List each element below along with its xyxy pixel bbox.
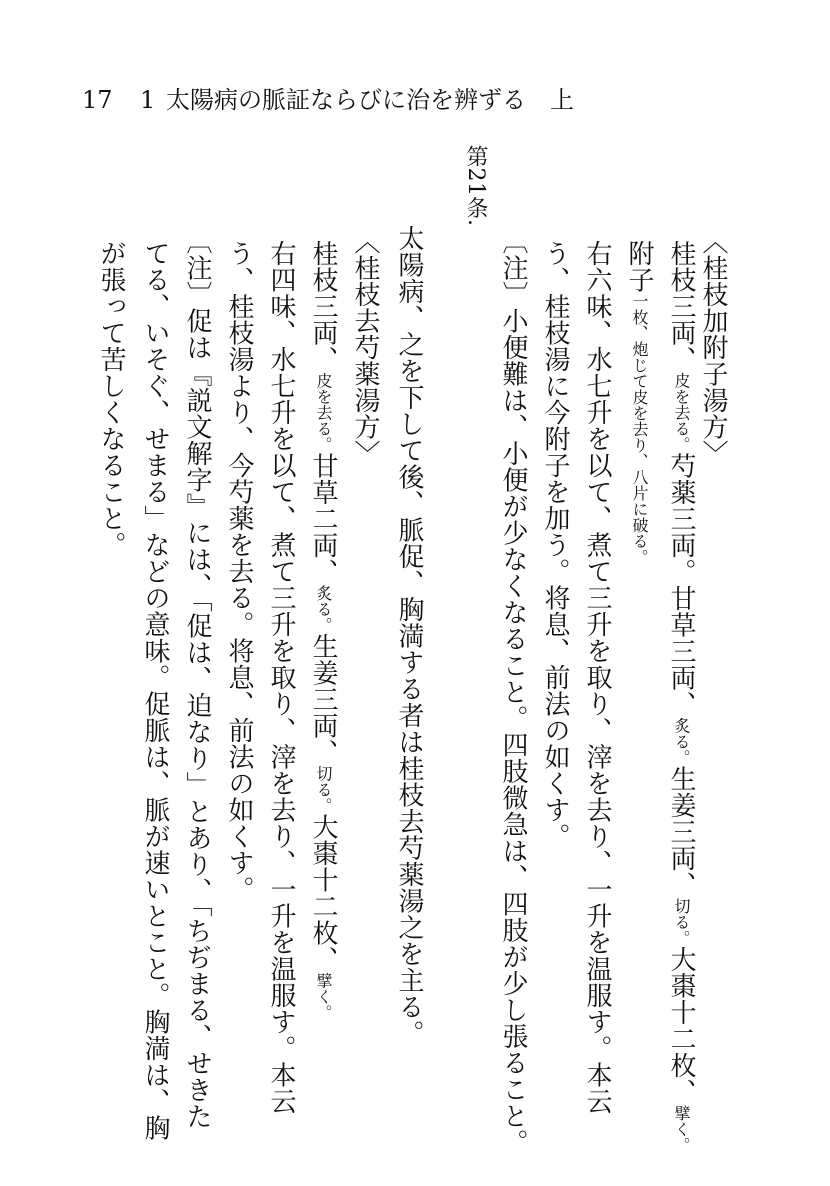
text-column-method-2b <box>226 240 252 903</box>
text-column-method-1b <box>542 240 568 850</box>
text-segment: 桂枝三両、 <box>666 240 696 373</box>
text-segment: 桂枝三両、 <box>308 240 338 373</box>
text-segment: 〔注〕小便難は、小便が少なくなること。四肢微急は、四肢が少し張ること。 <box>498 228 528 1156</box>
text-column-ingredients-1a <box>668 240 694 1153</box>
text-segment: 〈桂枝加附子湯方〉 <box>698 228 728 467</box>
text-segment: 〈桂枝去芍薬湯方〉 <box>350 228 380 467</box>
annotation-text: 擘く。 <box>314 972 333 1021</box>
chapter-title: 太陽病の脈証ならびに治を辨ずる 上 <box>166 86 574 114</box>
text-segment: 第21条. <box>463 145 488 227</box>
text-segment: う、桂枝湯に今附子を加う。将息、前法の如くす。 <box>540 240 570 850</box>
text-column-note-1 <box>500 228 526 1156</box>
text-segment: 右六味、水七升を以て、煮て三升を取り、滓を去り、一升を温服す。本云 <box>582 240 612 1115</box>
annotation-text: 皮を去る。 <box>672 372 691 453</box>
annotation-text: 切る。 <box>672 898 691 946</box>
text-segment: 生姜三両、 <box>666 765 696 898</box>
text-column-recipe-title-1 <box>700 228 726 467</box>
text-column-recipe-title-2 <box>352 228 378 467</box>
page-number: 17 <box>82 86 113 114</box>
text-segment: 芍薬三両。甘草三両、 <box>666 452 696 718</box>
text-column-article-text <box>396 225 422 1047</box>
text-column-method-1a <box>584 240 610 1115</box>
annotation-text: 一枚、炮じて皮を去り、八片に破る。 <box>630 293 649 565</box>
text-segment: 大棗十二枚、 <box>308 813 338 973</box>
text-segment: 附子 <box>624 240 654 293</box>
annotation-text: 切る。 <box>314 765 333 814</box>
chapter-number: 1 <box>140 86 156 114</box>
text-segment: 甘草二両、 <box>308 452 338 585</box>
annotation-text: 擘く。 <box>672 1105 691 1153</box>
text-column-note-2a <box>184 228 210 1130</box>
annotation-text: 皮を去る。 <box>314 372 333 453</box>
text-column-method-2a <box>268 240 294 1115</box>
text-segment: 太陽病、之を下して後、脈促、胸満する者は桂枝去芍薬湯之を主る。 <box>394 225 424 1047</box>
text-column-note-2b <box>142 240 168 1141</box>
text-segment: てる、いそぐ、せまる」などの意味。促脈は、脈が速いとこと。胸満は、胸 <box>140 240 170 1141</box>
annotation-text: 炙る。 <box>672 717 691 766</box>
text-segment: 大棗十二枚、 <box>666 946 696 1105</box>
text-segment: 生姜三両、 <box>308 633 338 766</box>
text-segment: 〔注〕促は『説文解字』には、「促は、迫なり」とあり、「ちぢまる、せきた <box>182 228 212 1130</box>
annotation-text: 炙る。 <box>314 585 333 633</box>
running-header <box>82 80 574 115</box>
text-column-article-label <box>462 145 488 227</box>
text-segment: が張って苦しくなること。 <box>96 240 126 558</box>
text-column-ingredients-2 <box>310 240 336 1021</box>
text-column-note-2c <box>98 240 124 558</box>
text-column-ingredients-1b <box>626 240 652 565</box>
text-segment: 右四味、水七升を以て、煮て三升を取り、滓を去り、一升を温服す。本云 <box>266 240 296 1115</box>
text-segment: う、桂枝湯より、今芍薬を去る。将息、前法の如くす。 <box>224 240 254 903</box>
